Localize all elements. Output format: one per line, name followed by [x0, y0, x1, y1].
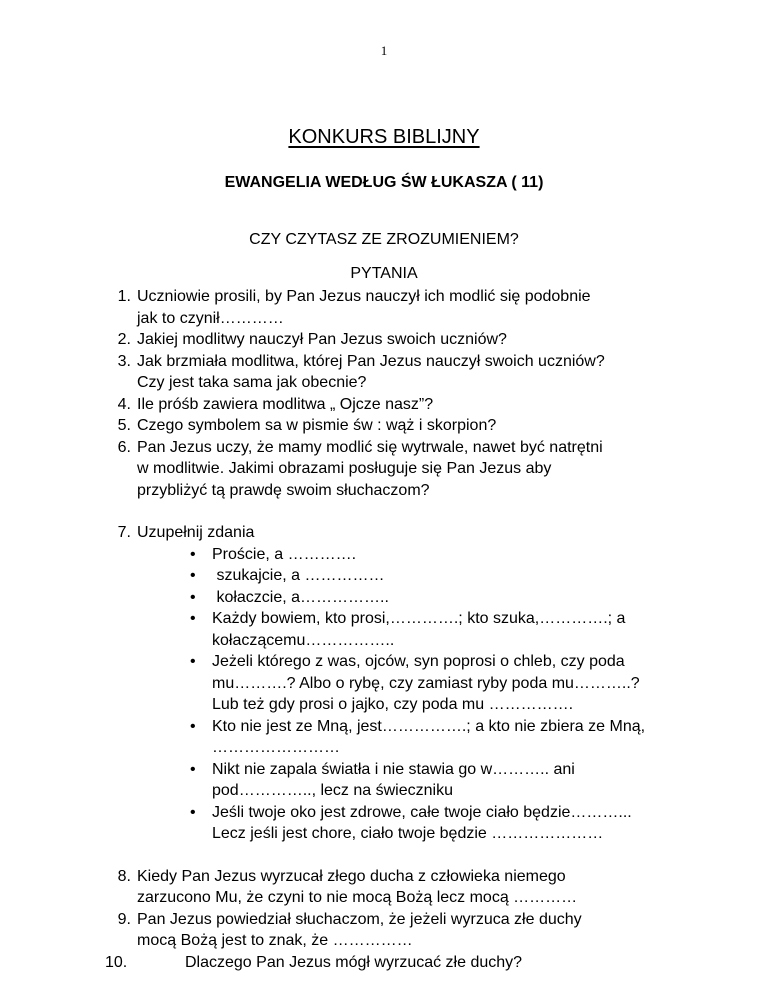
bullet-item [137, 544, 705, 566]
question-item [105, 437, 705, 502]
question-line: jak to czynił………… [137, 309, 284, 327]
bullet-icon: • [190, 760, 196, 778]
question-line: zarzucono Mu, że czyni to nie mocą Bożą lecz mocą ………… [137, 889, 578, 906]
question-line: w modlitwie. Jakimi obrazami posługuje się Pan Jezus aby [137, 460, 552, 477]
spacer [105, 845, 705, 866]
document-subtitle: EWANGELIA WEDŁUG ŚW ŁUKASZA ( 11) [224, 174, 544, 191]
question-line: Czy jest taka sama jak obecnie? [137, 374, 367, 391]
bullet-line: mu……….? Albo o rybę, czy zamiast ryby poda mu………..? [212, 674, 640, 692]
question-item [105, 351, 705, 394]
bullet-line: Każdy bowiem, kto prosi,………….; kto szuka,………….; a [212, 610, 626, 627]
bullet-item [137, 802, 705, 845]
questions-list [105, 286, 705, 973]
question-line: Pan Jezus uczy, że mamy modlić się wytrwale, nawet być natrętni [137, 438, 603, 456]
spacer [105, 501, 705, 522]
bullet-item [137, 759, 705, 802]
bullet-line: kołaczcie, a…………….. [212, 588, 389, 606]
bullet-line: Kto nie jest ze Mną, jest…………….; a kto nie zbiera ze Mną, [212, 717, 646, 735]
bullet-icon: • [190, 803, 196, 821]
bullet-line: pod………….., lecz na świeczniku [212, 782, 453, 799]
question-item [105, 329, 705, 351]
question-number: 4. [117, 395, 131, 413]
bullet-icon: • [190, 717, 196, 735]
question-number: 10. [105, 953, 128, 971]
question-item [105, 952, 705, 974]
bullet-icon: • [190, 610, 196, 627]
bullet-line: Jeżeli którego z was, ojców, syn poprosi o chleb, czy poda [212, 653, 625, 670]
bullet-line: Lecz jeśli jest chore, ciało twoje będzie ………………… [212, 825, 604, 842]
question-text: Dlaczego Pan Jezus mógł wyrzucać złe duchy? [185, 953, 523, 971]
question-line: przybliżyć tą prawdę swoim słuchaczom? [137, 481, 430, 499]
bullet-line: Jeśli twoje oko jest zdrowe, całe twoje ciało będzie………... [212, 803, 632, 821]
question-item [105, 909, 705, 952]
document-title: KONKURS BIBLIJNY [288, 126, 480, 148]
questions-group-a [105, 286, 705, 501]
bullet-item [137, 608, 705, 651]
bullet-icon: • [190, 567, 196, 584]
bullet-line: Proście, a …………. [212, 545, 357, 563]
page-number: 1 [380, 43, 388, 58]
question-number: 1. [117, 288, 131, 305]
question-item [105, 286, 705, 329]
question-line: Jakiej modlitwy nauczył Pan Jezus swoich uczniów? [137, 331, 507, 348]
bullet-line: kołaczącemu…………….. [212, 631, 395, 649]
bullet-icon: • [190, 588, 196, 606]
question-number: 7. [117, 524, 131, 541]
bullet-line: …………………… [212, 739, 340, 756]
question-text: Uzupełnij zdania [137, 524, 255, 541]
question-line: Uczniowie prosili, by Pan Jezus nauczył ich modlić się podobnie [137, 288, 591, 305]
section-label: PYTANIA [350, 265, 418, 282]
question-number: 5. [117, 417, 131, 434]
bullet-line: Nikt nie zapala światła i nie stawia go w……….. ani [212, 760, 575, 778]
bullet-line: Lub też gdy prosi o jajko, czy poda mu ……………. [212, 696, 574, 713]
question-item [105, 415, 705, 437]
question-heading: CZY CZYTASZ ZE ZROZUMIENIEM? [249, 231, 519, 248]
question-line: Kiedy Pan Jezus wyrzucał złego ducha z człowieka niemego [137, 867, 566, 885]
question-line: Pan Jezus powiedział słuchaczom, że jeżeli wyrzuca złe duchy [137, 910, 582, 928]
question-number: 9. [117, 910, 131, 928]
question-line: Jak brzmiała modlitwa, której Pan Jezus nauczył swoich uczniów? [137, 352, 605, 370]
questions-group-b [105, 866, 705, 952]
question-line: mocą Bożą jest to znak, że …………… [137, 932, 413, 949]
question-number: 6. [117, 438, 131, 456]
question-item [105, 394, 705, 416]
question-number: 2. [117, 331, 131, 348]
bullet-item [137, 565, 705, 587]
question-line: Czego symbolem sa w pismie św : wąż i skorpion? [137, 417, 497, 434]
fill-in-bullets [137, 544, 705, 845]
bullet-item [137, 716, 705, 759]
bullet-icon: • [190, 545, 196, 563]
question-item [105, 866, 705, 909]
bullet-item [137, 651, 705, 716]
bullet-icon: • [190, 653, 196, 670]
bullet-item [137, 587, 705, 609]
question-number: 3. [117, 352, 131, 370]
question-item [105, 522, 705, 845]
bullet-line: szukajcie, a …………… [212, 567, 385, 584]
question-number: 8. [117, 867, 131, 885]
question-line: Ile próśb zawiera modlitwa „ Ojcze nasz”? [137, 395, 434, 413]
